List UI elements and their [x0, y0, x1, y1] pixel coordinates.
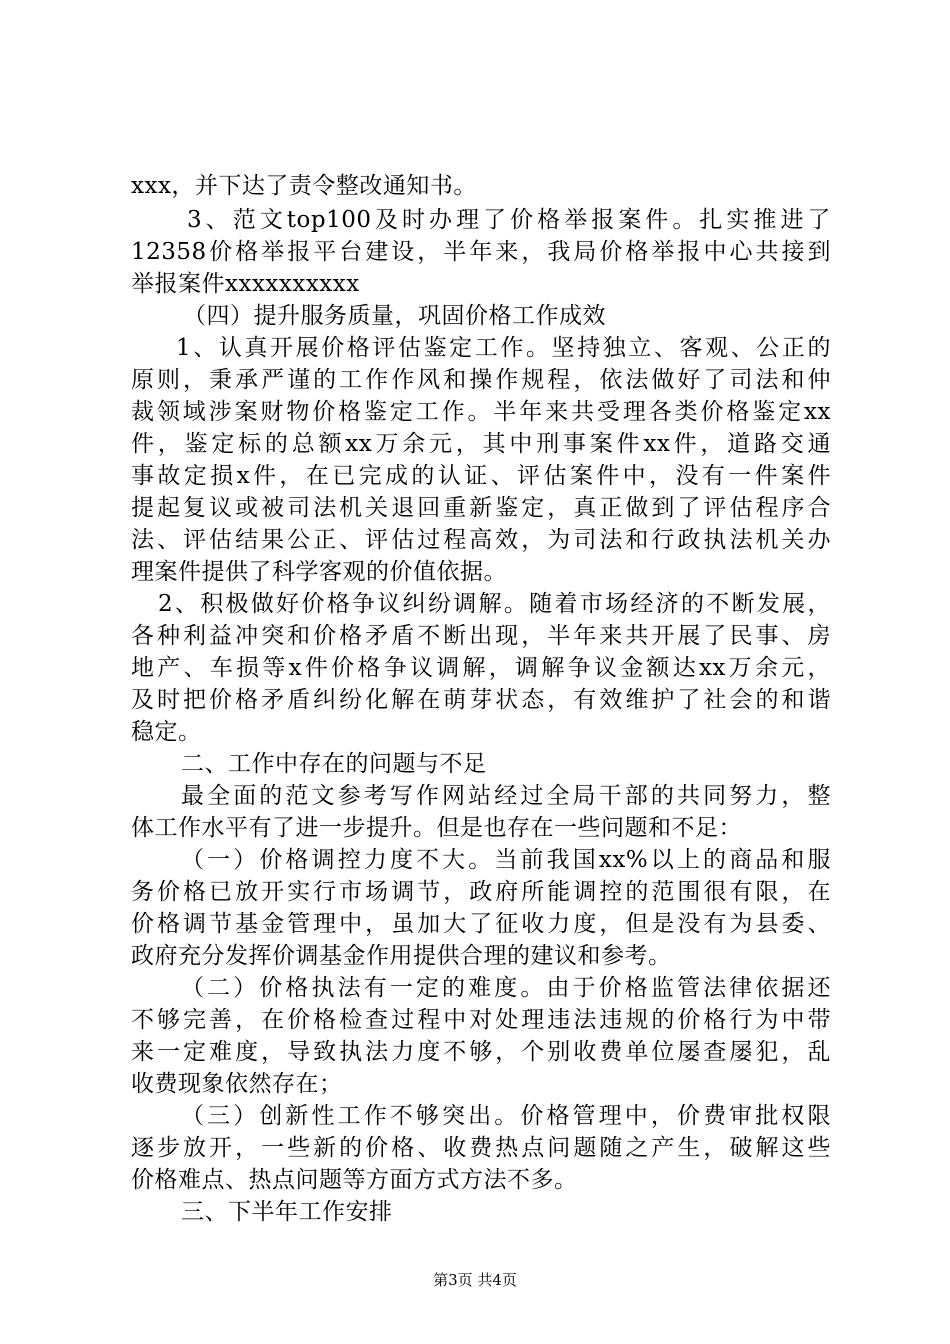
text-line: 裁领域涉案财物价格鉴定工作。半年来共受理各类价格鉴定xx: [131, 399, 831, 425]
text-line: 3、范文top100及时办理了价格举报案件。扎实推进了: [187, 207, 831, 233]
text-line: 体工作水平有了进一步提升。但是也存在一些问题和不足：: [131, 815, 742, 841]
section-heading: （四）提升服务质量，巩固价格工作成效: [183, 303, 606, 329]
text-line: 及时把价格矛盾纠纷化解在萌芽状态，有效维护了社会的和谐: [131, 687, 831, 713]
text-line: 稳定。: [131, 719, 202, 745]
text-line: 务价格已放开实行市场调节，政府所能调控的范围很有限，在: [131, 879, 831, 905]
text-line: 政府充分发挥价调基金作用提供合理的建议和参考。: [131, 943, 672, 969]
text-line: （三）创新性工作不够突出。价格管理中，价费审批权限: [181, 1103, 831, 1129]
text-line: 价格调节基金管理中，虽加大了征收力度，但是没有为县委、: [131, 911, 831, 937]
text-line: 最全面的范文参考写作网站经过全局干部的共同努力，整: [181, 783, 831, 809]
text-line: 收费现象依然存在；: [131, 1071, 343, 1097]
text-line: 不够完善，在价格检查过程中对处理违法违规的价格行为中带: [131, 1007, 831, 1033]
text-line: 法、评估结果公正、评估过程高效，为司法和行政执法机关办: [131, 527, 831, 553]
text-line: 原则，秉承严谨的工作作风和操作规程，依法做好了司法和仲: [131, 367, 831, 393]
text-line: 事故定损x件，在已完成的认证、评估案件中，没有一件案件: [131, 463, 831, 489]
section-heading: 三、下半年工作安排: [181, 1199, 393, 1225]
text-line: 件，鉴定标的总额xx万余元，其中刑事案件xx件，道路交通: [131, 431, 831, 457]
text-line: 1、认真开展价格评估鉴定工作。坚持独立、客观、公正的: [176, 335, 831, 361]
text-line: 提起复议或被司法机关退回重新鉴定，真正做到了评估程序合: [131, 495, 831, 521]
text-line: 理案件提供了科学客观的价值依据。: [131, 559, 507, 585]
page-number: 第3页 共4页: [433, 1271, 517, 1289]
text-line: xxx，并下达了责令整改通知书。: [131, 173, 477, 199]
text-line: 各种利益冲突和价格矛盾不断出现，半年来共开展了民事、房: [131, 623, 831, 649]
text-line: （一）价格调控力度不大。当前我国xx%以上的商品和服: [181, 847, 831, 873]
text-line: （二）价格执法有一定的难度。由于价格监管法律依据还: [181, 975, 831, 1001]
text-line: 地产、车损等x件价格争议调解，调解争议金额达xx万余元，: [131, 655, 831, 681]
text-line: 价格难点、热点问题等方面方式方法不多。: [131, 1167, 578, 1193]
text-line: 来一定难度，导致执法力度不够，个别收费单位屡查屡犯，乱: [131, 1039, 831, 1065]
text-line: 逐步放开，一些新的价格、收费热点问题随之产生，破解这些: [131, 1135, 831, 1161]
text-line: 2、积极做好价格争议纠纷调解。随着市场经济的不断发展，: [158, 591, 831, 617]
text-line: 12358价格举报平台建设，半年来，我局价格举报中心共接到: [131, 239, 831, 265]
text-line: 举报案件xxxxxxxxxx: [131, 271, 360, 297]
section-heading: 二、工作中存在的问题与不足: [181, 751, 487, 777]
